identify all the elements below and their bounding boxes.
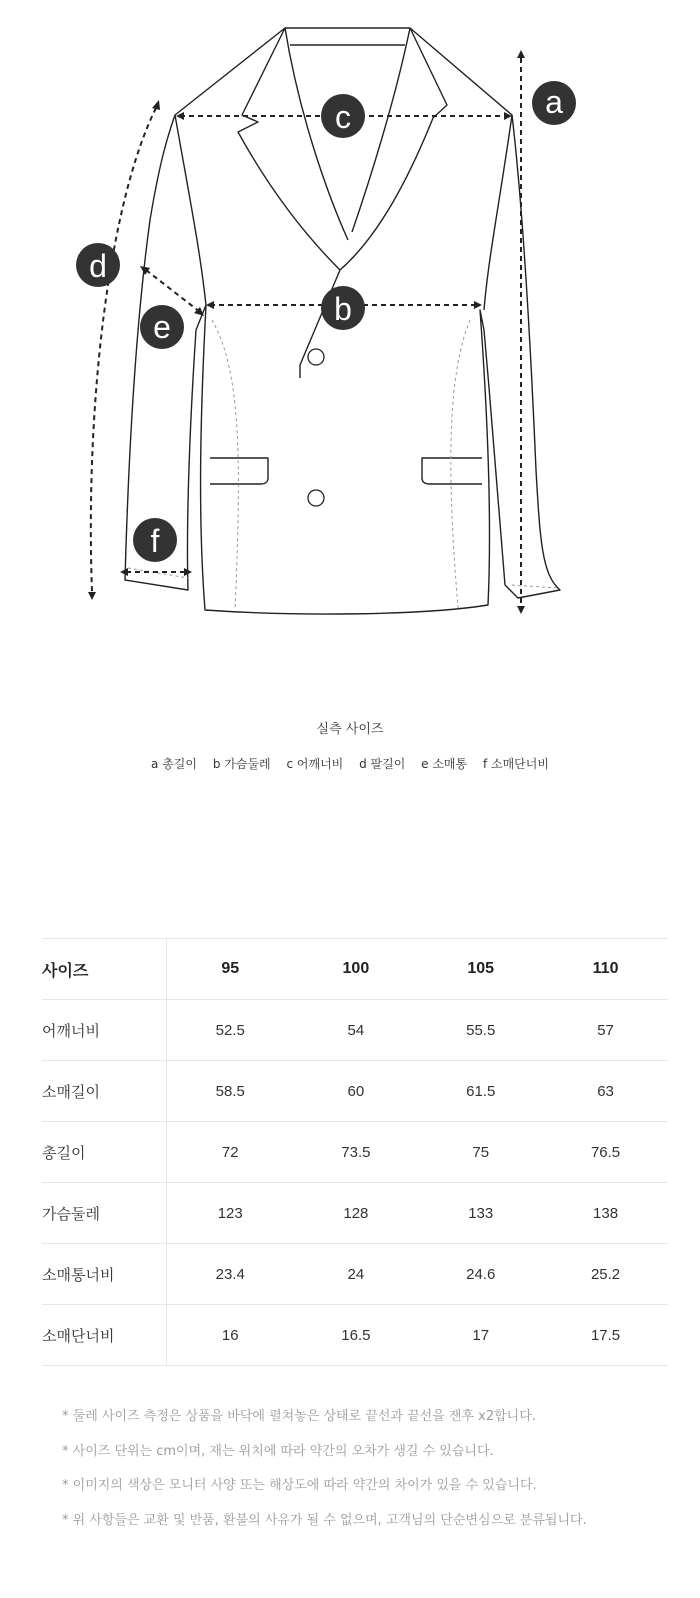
table-cell: 75 bbox=[418, 1122, 543, 1183]
right-sleeve-seam bbox=[484, 115, 512, 310]
table-cell: 133 bbox=[418, 1183, 543, 1244]
right-cuff-stitch bbox=[512, 585, 558, 588]
arrowhead bbox=[474, 301, 482, 309]
header-cell: 95 bbox=[167, 939, 294, 1000]
table-row bbox=[42, 1000, 668, 1061]
table-cell: 55.5 bbox=[418, 1000, 543, 1061]
note-line: * 둘레 사이즈 측정은 상품을 바닥에 펼쳐놓은 상태로 끝선과 끝선을 잰후 x2합니다. bbox=[62, 1409, 536, 1424]
table-cell: 76.5 bbox=[543, 1122, 668, 1183]
left-sleeve-seam bbox=[175, 115, 206, 305]
badge-d-label: d bbox=[89, 248, 107, 284]
table-row bbox=[42, 1244, 668, 1305]
legend-item-e: e 소매통 bbox=[421, 757, 468, 771]
left-pocket bbox=[210, 458, 268, 484]
table-cell: 60 bbox=[293, 1061, 418, 1122]
arrowhead bbox=[194, 307, 204, 316]
table-cell: 17.5 bbox=[543, 1305, 668, 1366]
table-cell: 54 bbox=[293, 1000, 418, 1061]
table-row bbox=[42, 1183, 668, 1244]
table-cell: 128 bbox=[293, 1183, 418, 1244]
header-cell: 사이즈 bbox=[42, 939, 167, 1000]
table-cell: 123 bbox=[167, 1183, 294, 1244]
left-dart bbox=[212, 320, 238, 610]
legend-item-d: d 팔길이 bbox=[359, 757, 406, 771]
right-lapel bbox=[340, 28, 447, 270]
jacket-measurement-diagram bbox=[0, 0, 700, 640]
row-label: 총길이 bbox=[42, 1122, 167, 1183]
measurement-legend bbox=[0, 755, 700, 772]
legend-item-b: b 가슴둘레 bbox=[212, 757, 271, 771]
arrowhead bbox=[120, 568, 128, 576]
measurement-title: 실측 사이즈 bbox=[316, 722, 384, 737]
table-cell: 16.5 bbox=[293, 1305, 418, 1366]
table-cell: 16 bbox=[167, 1305, 294, 1366]
arrowhead bbox=[140, 266, 150, 275]
arrowhead bbox=[517, 606, 525, 614]
button-bottom bbox=[308, 490, 324, 506]
legend-item-c: c 어깨너비 bbox=[286, 757, 344, 771]
arrow-d bbox=[91, 108, 156, 592]
size-notes bbox=[62, 1400, 682, 1538]
size-table bbox=[42, 938, 668, 1366]
table-cell: 57 bbox=[543, 1000, 668, 1061]
table-cell: 52.5 bbox=[167, 1000, 294, 1061]
table-cell: 138 bbox=[543, 1183, 668, 1244]
table-cell: 25.2 bbox=[543, 1244, 668, 1305]
header-cell: 110 bbox=[543, 939, 668, 1000]
table-cell: 17 bbox=[418, 1305, 543, 1366]
legend-item-a: a 총길이 bbox=[151, 757, 197, 771]
arrowhead bbox=[206, 301, 214, 309]
table-cell: 61.5 bbox=[418, 1061, 543, 1122]
right-pocket bbox=[422, 458, 482, 484]
header-cell: 105 bbox=[418, 939, 543, 1000]
table-header-row bbox=[42, 939, 668, 1000]
table-cell: 72 bbox=[167, 1122, 294, 1183]
left-lapel bbox=[238, 28, 340, 378]
row-label: 소매단너비 bbox=[42, 1305, 167, 1366]
right-dart bbox=[451, 320, 470, 608]
arrowhead bbox=[88, 592, 96, 600]
row-label: 소매길이 bbox=[42, 1061, 167, 1122]
arrowhead bbox=[517, 50, 525, 58]
arrowhead bbox=[152, 100, 160, 110]
table-cell: 24 bbox=[293, 1244, 418, 1305]
badge-e-label: e bbox=[153, 309, 171, 345]
table-row bbox=[42, 1305, 668, 1366]
table-cell: 63 bbox=[543, 1061, 668, 1122]
button-top bbox=[308, 349, 324, 365]
row-label: 어깨너비 bbox=[42, 1000, 167, 1061]
table-cell: 58.5 bbox=[167, 1061, 294, 1122]
badge-c-label: c bbox=[335, 99, 351, 135]
table-row bbox=[42, 1061, 668, 1122]
badge-a-label: a bbox=[545, 84, 563, 120]
legend-item-f: f 소매단너비 bbox=[482, 757, 549, 771]
note-line: * 위 사항들은 교환 및 반품, 환불의 사유가 될 수 없으며, 고객님의 단순변심으로 분류됩니다. bbox=[62, 1512, 587, 1528]
row-label: 가슴둘레 bbox=[42, 1183, 167, 1244]
table-cell: 73.5 bbox=[293, 1122, 418, 1183]
header-cell: 100 bbox=[293, 939, 418, 1000]
row-label: 소매통너비 bbox=[42, 1244, 167, 1305]
table-row bbox=[42, 1122, 668, 1183]
badge-b-label: b bbox=[334, 291, 352, 327]
table-cell: 24.6 bbox=[418, 1244, 543, 1305]
note-line: * 이미지의 색상은 모니터 사양 또는 해상도에 따라 약간의 차이가 있을 수 있습니다. bbox=[62, 1478, 537, 1493]
arrow-e bbox=[146, 270, 200, 312]
table-cell: 23.4 bbox=[167, 1244, 294, 1305]
badge-f-label: f bbox=[150, 523, 160, 559]
note-line: * 사이즈 단위는 cm이며, 재는 위치에 따라 약간의 오차가 생길 수 있습니다. bbox=[62, 1443, 494, 1459]
